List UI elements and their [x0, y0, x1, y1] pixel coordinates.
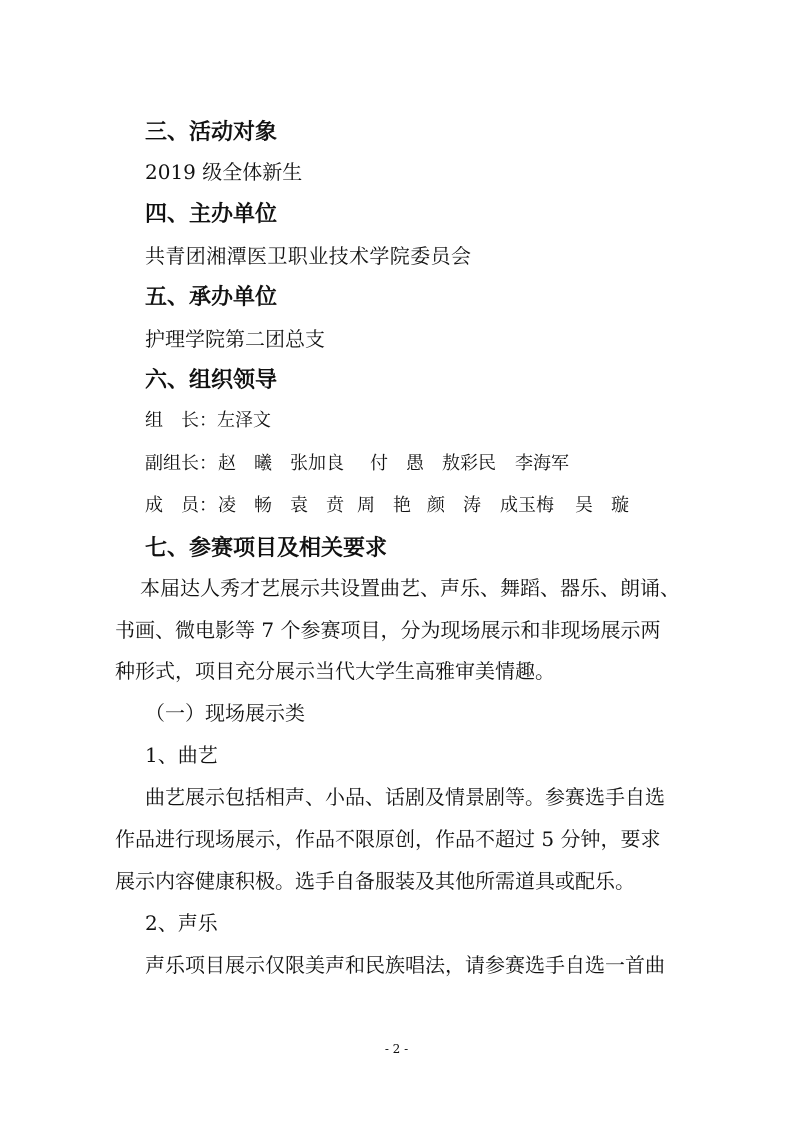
deputy-name: 敖彩民	[442, 453, 496, 474]
heading-competition-items: 七、参赛项目及相关要求	[145, 536, 388, 561]
heading-organizer-unit: 五、承办单位	[145, 285, 278, 310]
host-unit-text: 共青团湘潭医卫职业技术学院委员会	[145, 244, 472, 268]
leader-name: 左泽文	[217, 410, 271, 431]
activity-target-text: 2019 级全体新生	[145, 160, 303, 184]
member-label: 成 员：	[145, 495, 217, 516]
deputy-name: 付 愚	[370, 453, 424, 474]
member-name: 袁 贲	[290, 495, 344, 516]
member-row	[145, 497, 705, 519]
quyi-paragraph-line: 展示内容健康积极。选手自备服装及其他所需道具或配乐。	[115, 869, 635, 893]
quyi-paragraph-line: 作品进行现场展示，作品不限原创，作品不超过 5 分钟，要求	[115, 827, 661, 851]
member-name: 吴 璇	[575, 495, 629, 516]
member-name: 成玉梅	[500, 495, 554, 516]
deputy-label: 副组长：	[145, 453, 217, 474]
quyi-paragraph-line: 曲艺展示包括相声、小品、话剧及情景剧等。参赛选手自选	[145, 785, 665, 809]
intro-line: 书画、微电影等 7 个参赛项目，分为现场展示和非现场展示两	[115, 618, 661, 642]
intro-line: 本届达人秀才艺展示共设置曲艺、声乐、舞蹈、器乐、朗诵、	[140, 576, 680, 600]
page-number: - 2 -	[384, 1042, 409, 1056]
deputy-row	[145, 455, 705, 477]
heading-host-unit: 四、主办单位	[145, 202, 278, 227]
member-name: 颜 涛	[427, 495, 481, 516]
heading-organization-leadership: 六、组织领导	[145, 368, 278, 393]
deputy-name: 张加良	[290, 453, 344, 474]
member-name: 周 艳	[357, 495, 411, 516]
intro-line: 种形式，项目充分展示当代大学生高雅审美情趣。	[115, 659, 555, 683]
leader-label: 组 长：	[145, 410, 217, 431]
deputy-name: 李海军	[515, 453, 569, 474]
vocal-paragraph-line: 声乐项目展示仅限美声和民族唱法，请参赛选手自选一首曲	[145, 953, 665, 977]
organizer-unit-text: 护理学院第二团总支	[145, 327, 325, 351]
item-title-vocal: 2、声乐	[145, 911, 218, 935]
deputy-name: 赵 曦	[218, 453, 272, 474]
item-title-quyi: 1、曲艺	[145, 743, 218, 767]
subheading-onsite: （一）现场展示类	[145, 701, 305, 725]
leader-row	[145, 412, 271, 430]
member-name: 凌 畅	[218, 495, 272, 516]
heading-activity-target: 三、活动对象	[145, 120, 278, 145]
